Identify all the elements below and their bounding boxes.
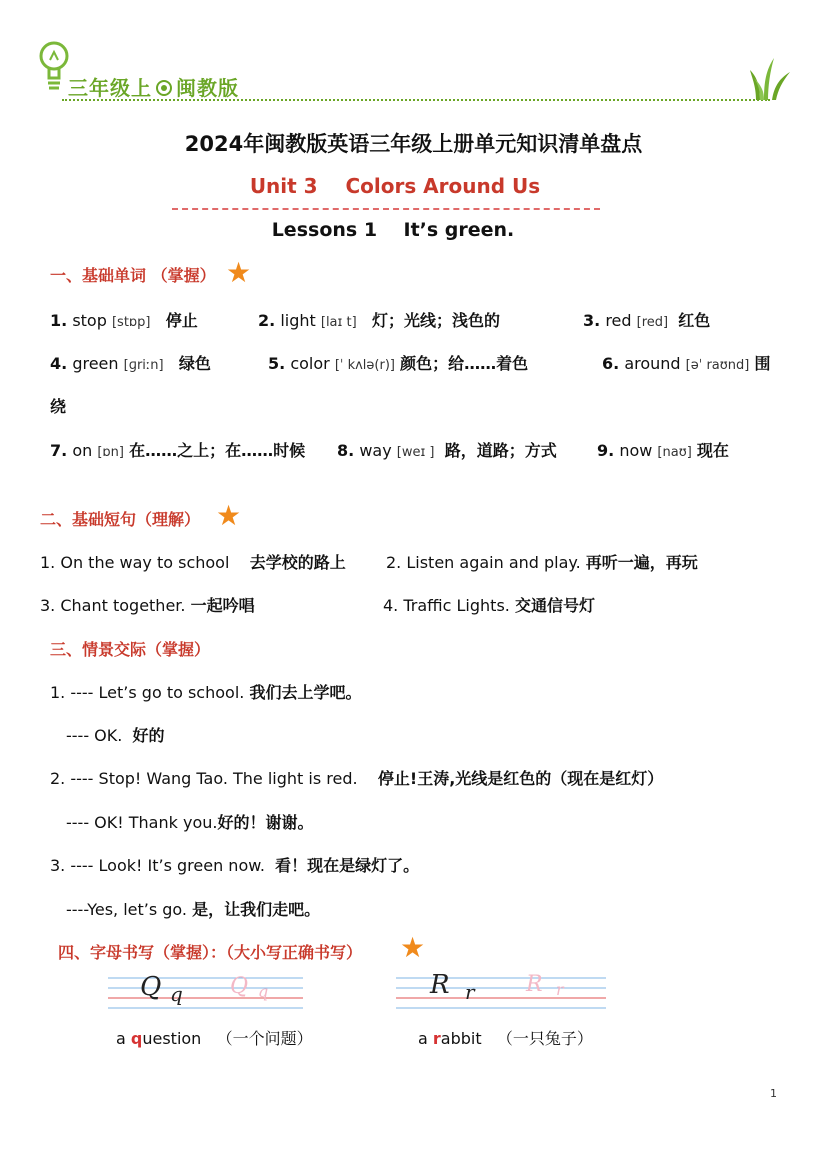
header-divider [62, 99, 770, 101]
lightbulb-icon [36, 38, 72, 104]
word-item: 9. now [naʊ] 现在 [597, 441, 729, 460]
header-grade-label: 三年级上 [68, 76, 152, 100]
dialog-line: 1. ---- Let’s go to school. 我们去上学吧。 [50, 683, 362, 702]
dialog-line: ---- OK. 好的 [66, 726, 165, 745]
word-item: 5. color [ˈ kʌlə(r)] 颜色；给……着色 [268, 354, 529, 373]
unit-underline [172, 208, 600, 210]
dialog-line: ---- OK! Thank you.好的！谢谢。 [66, 813, 314, 832]
section4-heading: 四、字母书写（掌握）：（大小写正确书写） [58, 943, 363, 962]
dialog-line: 3. ---- Look! It’s green now. 看！现在是绿灯了。 [50, 856, 420, 875]
word-item: 1. stop [stɒp] 停止 [50, 311, 198, 330]
phrase-item: 2. Listen again and play. 再听一遍，再玩 [386, 553, 698, 572]
dialog-line: 2. ---- Stop! Wang Tao. The light is red. 停止!王涛,光线是红色的（现在是红灯） [50, 769, 664, 788]
grass-icon [748, 56, 792, 104]
writing-lines-r [396, 974, 606, 1018]
lesson-title: Lessons 1 It’s green. [271, 219, 515, 241]
header-grade [68, 72, 239, 101]
letter-upper-trace: Q [230, 974, 249, 999]
letter-lower: q [170, 982, 183, 1006]
word-item: 4. green [ɡriːn] 绿色 [50, 354, 211, 373]
word-item-continued: 绕 [50, 397, 67, 416]
header-publisher: 闽教版 [176, 76, 239, 100]
section2-heading: 二、基础短句（理解） [40, 510, 201, 529]
word-item: 6. around [əˈ raʊnd] 围 [602, 354, 771, 373]
word-item: 8. way [weɪ ] 路，道路；方式 [337, 441, 557, 460]
phrase-item: 3. Chant together. 一起吟唱 [40, 596, 255, 615]
star-icon: ★ [226, 256, 252, 289]
word-item: 3. red [red] 红色 [583, 311, 711, 330]
writing-lines-q [108, 974, 303, 1018]
letter-lower-trace: q [258, 982, 269, 1001]
word-item: 7. on [ɒn] 在……之上；在……时候 [50, 441, 306, 460]
word-item: 2. light [laɪ t] 灯；光线；浅色的 [258, 311, 500, 330]
letter-upper: Q [140, 972, 162, 1002]
letter-example: a rabbit （一只兔子） [418, 1029, 593, 1048]
letter-example: a question （一个问题） [116, 1029, 313, 1048]
star-icon: ★ [400, 931, 426, 964]
star-icon: ★ [216, 499, 242, 532]
page-number: 1 [770, 1087, 777, 1100]
phrase-item: 4. Traffic Lights. 交通信号灯 [383, 596, 595, 615]
unit-title: Unit 3 Colors Around Us [249, 174, 541, 198]
letter-upper: R [430, 970, 450, 1000]
section1-heading: 一、基础单词 （掌握） [50, 266, 216, 285]
letter-lower: r [465, 980, 475, 1004]
letter-upper-trace: R [526, 972, 543, 997]
target-icon [156, 80, 172, 96]
letter-lower-trace: r [556, 980, 564, 999]
phrase-item: 1. On the way to school 去学校的路上 [40, 553, 346, 572]
document-title: 2024年闽教版英语三年级上册单元知识清单盘点 [184, 132, 643, 156]
dialog-line: ----Yes, let’s go. 是，让我们走吧。 [66, 900, 321, 919]
section3-heading: 三、情景交际（掌握） [50, 640, 211, 659]
